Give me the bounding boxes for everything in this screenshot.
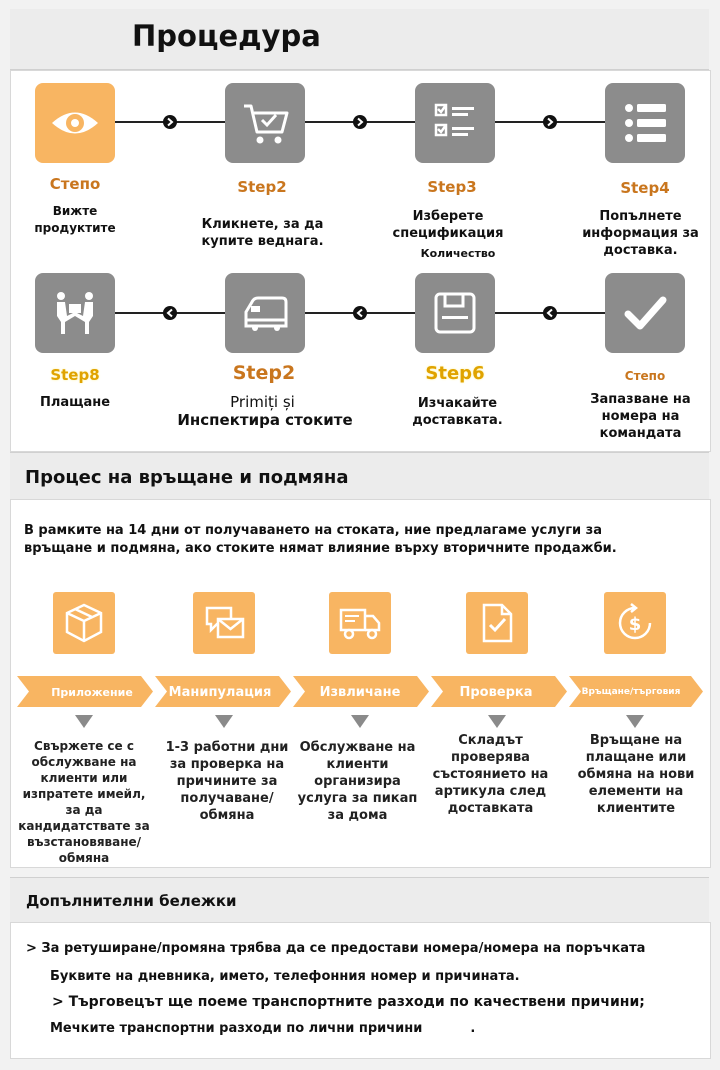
down-arrow-icon	[488, 715, 506, 728]
step-5-label: Степо	[624, 369, 666, 383]
note-line-4-text: Мечките транспортни разходи по лични причини	[50, 1021, 423, 1036]
stage-label-application: Приложение	[51, 685, 133, 699]
step-6-desc: Изчакайте доставката.	[412, 396, 503, 428]
mail-chat-icon	[193, 592, 255, 654]
returns-header	[10, 452, 709, 500]
step-7-desc-line2: Инспектира стоките	[177, 411, 353, 429]
svg-text:$: $	[628, 614, 642, 635]
step-1-label: Степо	[49, 175, 101, 193]
stage-desc-refund: Връщане на плащане или обмяна на нови елементи на клиентите	[577, 733, 695, 816]
step-3-checklist-icon	[415, 83, 495, 163]
notes-header	[10, 877, 709, 923]
step-3-desc: Изберете спецификация	[392, 209, 504, 241]
step-2-label: Step2	[237, 178, 287, 196]
stage-label-handling: Манипулация	[168, 684, 272, 700]
stage-desc-application: Свържете се с обслужване на клиенти или изпратете имейл, за да кандидатствате за възстановяване/ обмяна	[18, 739, 150, 865]
step-2-shopping-cart-icon	[225, 83, 305, 163]
down-arrow-icon	[215, 715, 233, 728]
stage-label-pickup: Извличане	[319, 684, 401, 700]
procedure-title: Процедура	[132, 19, 321, 53]
note-line-3: > Търговецът ще поеме транспортните разходи по качествени причини;	[52, 994, 645, 1010]
returns-intro-line1: В рамките на 14 дни от получаването на стоката, ние предлагаме услуги за	[24, 523, 602, 538]
step-5-desc: Запазване на номера на командата	[590, 392, 691, 441]
arrow-right-icon	[543, 115, 557, 129]
returns-intro-line2: връщане и подмяна, ако стоките нямат влияние върху вторичните продажби.	[24, 541, 617, 556]
step-3-label: Step3	[427, 178, 477, 196]
stage-desc-handling: 1-3 работни дни за проверка на причините за получаване/ обмяна	[165, 740, 289, 823]
step-7-label: Step2	[232, 362, 296, 384]
arrow-right-icon	[163, 115, 177, 129]
box-icon	[53, 592, 115, 654]
stage-label-inspection: Проверка	[459, 684, 533, 700]
step-7-truck-icon	[225, 273, 305, 353]
step-6-label: Step6	[425, 363, 485, 384]
step-6-save-icon	[415, 273, 495, 353]
procedure-header	[10, 9, 709, 70]
truck-icon	[329, 592, 391, 654]
arrow-left-icon	[163, 306, 177, 320]
down-arrow-icon	[626, 715, 644, 728]
note-line-2: Буквите на дневника, името, телефонния номер и причината.	[50, 969, 520, 984]
step-5-checkmark-icon	[605, 273, 685, 353]
stage-label-refund: Връщане/търговия	[581, 687, 681, 697]
stage-desc-inspection: Складът проверява състоянието на артикула след доставката	[432, 733, 549, 816]
step-2-desc: Кликнете, за да купите веднага.	[201, 217, 324, 249]
returns-title: Процес на връщане и подмяна	[25, 467, 349, 488]
down-arrow-icon	[351, 715, 369, 728]
arrow-left-icon	[353, 306, 367, 320]
notes-title: Допълнителни бележки	[26, 892, 237, 910]
step-8-desc: Плащане	[39, 395, 111, 410]
note-line-1: > За ретуширане/промяна трябва да се предостави номера/номера на поръчката	[26, 941, 646, 956]
step-8-label: Step8	[50, 366, 100, 384]
step-4-desc: Попълнете информация за доставка.	[582, 209, 699, 258]
document-check-icon	[466, 592, 528, 654]
step-3-sub: Количество	[420, 247, 496, 260]
step-1-desc: Вижте продуктите	[34, 204, 116, 235]
arrow-right-icon	[353, 115, 367, 129]
step-1-eye-icon	[35, 83, 115, 163]
note-line-4-end: .	[470, 1021, 476, 1036]
step-8-handover-icon	[35, 273, 115, 353]
step-4-list-icon	[605, 83, 685, 163]
refund-icon	[604, 592, 666, 654]
arrow-left-icon	[543, 306, 557, 320]
note-line-4	[50, 1021, 475, 1036]
step-7-desc-line1: Primiți și	[230, 393, 295, 411]
down-arrow-icon	[75, 715, 93, 728]
step-4-label: Step4	[620, 179, 670, 197]
stage-desc-pickup: Обслужване на клиенти организира услуга за пикап за дома	[297, 740, 418, 823]
